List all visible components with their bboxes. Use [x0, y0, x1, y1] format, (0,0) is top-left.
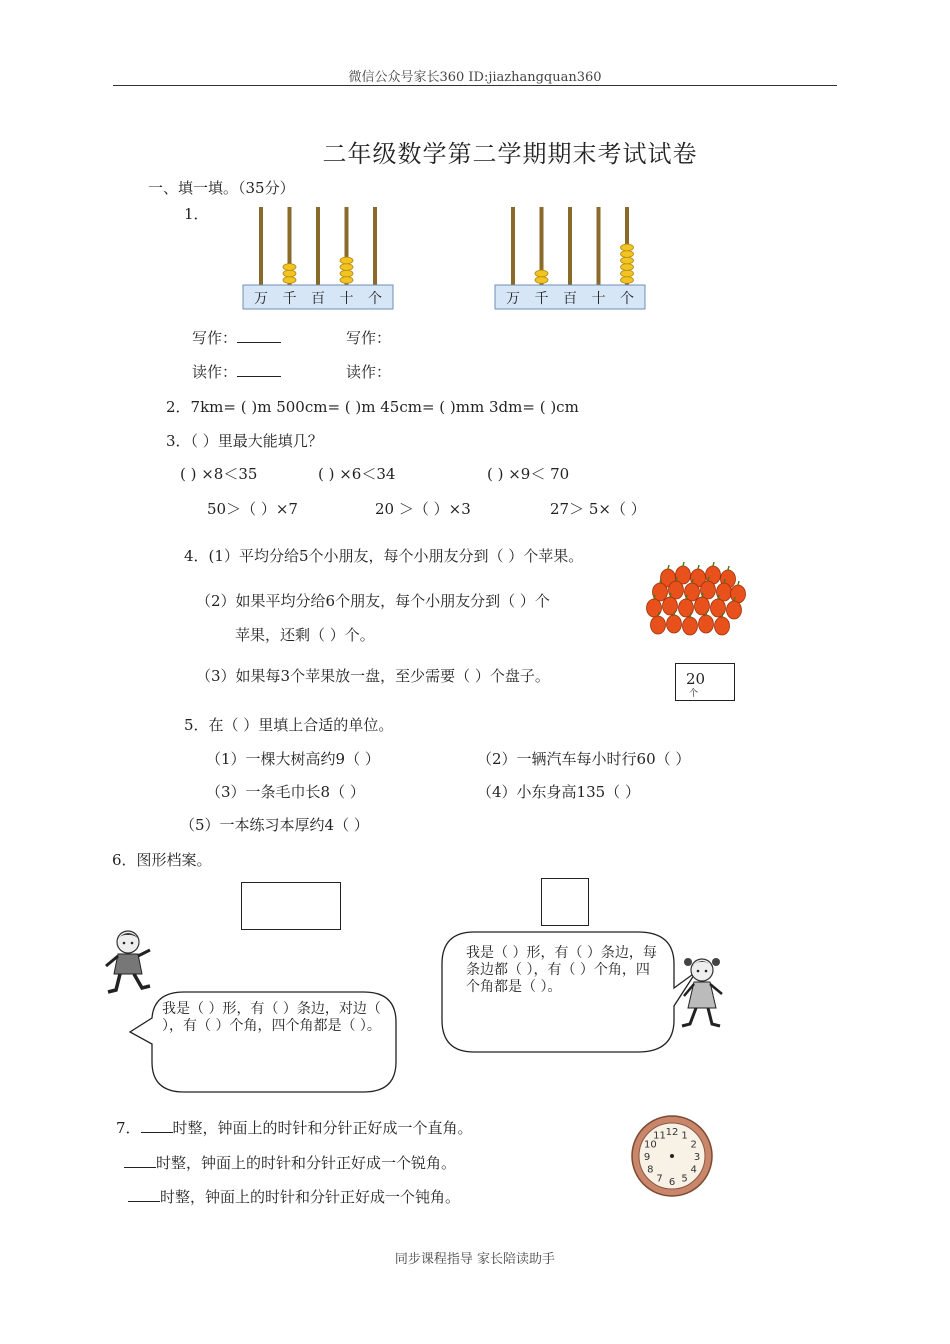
abacus-right — [494, 205, 646, 311]
abacus-bead — [621, 244, 634, 251]
boy-figure-image — [104, 928, 156, 998]
apple-stem — [660, 579, 661, 583]
clock-number: 2 — [690, 1139, 697, 1151]
abacus-rod — [316, 207, 320, 285]
abacus-place-label: 千 — [282, 291, 297, 307]
abacus-rod — [568, 207, 572, 285]
q5-item: （1）一棵大树高约9（ ） — [206, 750, 380, 768]
read-label: 读作： — [192, 363, 238, 381]
q5-item: （2）一辆汽车每小时行60（ ） — [477, 750, 691, 768]
abacus-bead — [535, 277, 548, 284]
abacus-rod — [373, 207, 377, 285]
apple-stem — [686, 595, 687, 599]
apple-stem — [698, 565, 699, 569]
apple-stem — [706, 611, 707, 615]
q7-blank-3[interactable] — [128, 1187, 160, 1202]
apple-stem — [676, 577, 677, 581]
apple-stem — [708, 577, 709, 581]
read-label: 读作： — [346, 363, 392, 381]
q3-item: ( ) ×6＜34 — [318, 465, 396, 483]
q7-line2 — [124, 1152, 456, 1173]
apple-count-box — [675, 663, 735, 701]
clock-number: 4 — [690, 1164, 697, 1176]
apple — [667, 615, 682, 633]
clock-number: 12 — [665, 1127, 679, 1138]
abacus-bead — [340, 257, 353, 264]
q5-item: （5）一本练习本厚约4（ ） — [180, 816, 369, 834]
girl-figure-image — [676, 952, 728, 1032]
clock-face-image — [630, 1114, 714, 1198]
write-label: 写作： — [346, 329, 392, 347]
clock-number: 5 — [681, 1173, 688, 1185]
q4-part2b: 苹果，还剩（ ）个。 — [235, 626, 375, 644]
q7-number: 7． — [116, 1119, 141, 1137]
clock-number: 9 — [643, 1152, 651, 1163]
clock-number: 6 — [668, 1177, 676, 1188]
abacus-place-label: 个 — [368, 291, 382, 307]
q5-prompt: 5．在（ ）里填上合适的单位。 — [184, 716, 394, 734]
apple-stem — [654, 595, 655, 599]
apple-count-unit: 个 — [689, 689, 699, 699]
abacus-bead — [340, 264, 353, 271]
clock-number: 3 — [693, 1152, 701, 1163]
abacus-bead — [621, 270, 634, 277]
q1-write-left — [192, 327, 281, 348]
clock-number: 1 — [681, 1130, 688, 1142]
q3-item: 50＞（ ）×7 — [207, 500, 298, 518]
apple-stem — [713, 562, 714, 566]
apple — [715, 617, 730, 635]
abacus-bead — [621, 264, 634, 271]
apple-stem — [738, 581, 739, 585]
q5-item: （4）小东身高135（ ） — [477, 783, 640, 801]
abacus-place-label: 十 — [591, 291, 606, 307]
abacus-bead — [340, 277, 353, 284]
q4-part2a: （2）如果平均分给6个朋友，每个小朋友分到（ ）个 — [196, 592, 550, 610]
abacus-bead — [283, 270, 296, 277]
abacus-rod — [259, 207, 263, 285]
apple-stem — [670, 593, 671, 597]
abacus-bead — [283, 264, 296, 271]
clock-number: 8 — [647, 1164, 654, 1176]
apple-stem — [674, 611, 675, 615]
q2-unit-conversion: 2．7km= ( )m 500cm= ( )m 45cm= ( )mm 3dm= ( )cm — [166, 398, 579, 416]
speech-text-left: 我是（ ）形，有（ ）条边，对边（ ），有（ ）个角，四个角都是（ ）。 — [162, 1001, 381, 1034]
q1-write-right — [346, 327, 391, 348]
apple — [651, 616, 666, 634]
q1-number: 1． — [184, 205, 209, 223]
clock-number: 11 — [653, 1130, 666, 1142]
q7-line3 — [128, 1186, 460, 1207]
q5-item: （3）一条毛巾长8（ ） — [206, 783, 365, 801]
q3-prompt: 3．（ ）里最大能填几？ — [166, 432, 323, 450]
read-blank-left[interactable] — [237, 362, 281, 377]
clock-number: 10 — [643, 1139, 657, 1151]
abacus-bead — [283, 277, 296, 284]
clock-center — [670, 1154, 674, 1158]
clock-number: 7 — [656, 1173, 663, 1185]
apple-stem — [702, 593, 703, 597]
q3-item: ( ) ×9＜ 70 — [487, 465, 570, 483]
apple-stem — [690, 613, 691, 617]
abacus-rod — [511, 207, 515, 285]
page-footer: 同步课程指导 家长陪读助手 — [394, 1252, 556, 1267]
apple-stem — [658, 612, 659, 616]
q7-blank-1[interactable] — [141, 1118, 173, 1133]
abacus-bead — [535, 270, 548, 277]
abacus-place-label: 千 — [534, 291, 549, 307]
section1-heading: 一、填一填。（35分） — [148, 179, 295, 197]
apple-stem — [728, 566, 729, 570]
abacus-place-label: 万 — [254, 291, 268, 307]
abacus-place-label: 十 — [339, 291, 354, 307]
apple-stem — [724, 579, 725, 583]
q4-part3: （3）如果每3个苹果放一盘，至少需要（ ）个盘子。 — [196, 667, 550, 685]
apple-stem — [668, 565, 669, 569]
apple — [727, 601, 742, 619]
q3-item: 27＞ 5×（ ） — [550, 500, 646, 518]
abacus-place-label: 万 — [506, 291, 520, 307]
apple-stem — [683, 562, 684, 566]
abacus-place-label: 百 — [311, 291, 325, 307]
rectangle-shape — [241, 882, 341, 930]
apple — [699, 615, 714, 633]
q3-item: 20 ＞（ ）×3 — [375, 500, 471, 518]
speech-text-right: 我是（ ）形，有（ ）条边，每条边都（ ），有（ ）个角，四个角都是（ ）。 — [466, 945, 657, 995]
q7-text: 时整，钟面上的时针和分针正好成一个锐角。 — [156, 1154, 457, 1172]
q6-heading: 6．图形档案。 — [112, 851, 212, 869]
apple-stem — [692, 579, 693, 583]
abacus-bead — [340, 270, 353, 277]
write-label: 写作： — [192, 329, 238, 347]
q7-blank-2[interactable] — [124, 1153, 156, 1168]
abacus-bead — [621, 257, 634, 264]
square-shape — [541, 878, 589, 926]
abacus-place-label: 百 — [563, 291, 577, 307]
write-blank-left[interactable] — [237, 328, 281, 343]
q3-item: ( ) ×8＜35 — [180, 465, 258, 483]
apple — [731, 585, 746, 603]
q1-read-right — [346, 361, 391, 382]
apple-count-value: 20 — [686, 670, 706, 688]
abacus-left — [242, 205, 394, 311]
apple — [683, 617, 698, 635]
q1-read-left — [192, 361, 281, 382]
apple-stem — [734, 597, 735, 601]
abacus-place-label: 个 — [620, 291, 634, 307]
apple — [647, 599, 662, 617]
q7-text: 时整，钟面上的时针和分针正好成一个直角。 — [172, 1119, 473, 1137]
header-divider — [113, 85, 837, 86]
abacus-rod — [597, 207, 601, 285]
apple-pile-image — [646, 562, 746, 636]
abacus-bead — [621, 277, 634, 284]
q7-text: 时整，钟面上的时针和分针正好成一个钝角。 — [160, 1188, 461, 1206]
page-title: 二年级数学第二学期期末考试试卷 — [322, 140, 698, 168]
q4-part1: 4．(1）平均分给5个小朋友，每个小朋友分到（ ）个苹果。 — [184, 547, 584, 565]
q7-line1 — [116, 1117, 473, 1138]
apple-stem — [722, 613, 723, 617]
page-header: 微信公众号家长360 ID:jiazhangquan360 — [348, 70, 602, 85]
abacus-bead — [621, 251, 634, 258]
apple-stem — [718, 595, 719, 599]
